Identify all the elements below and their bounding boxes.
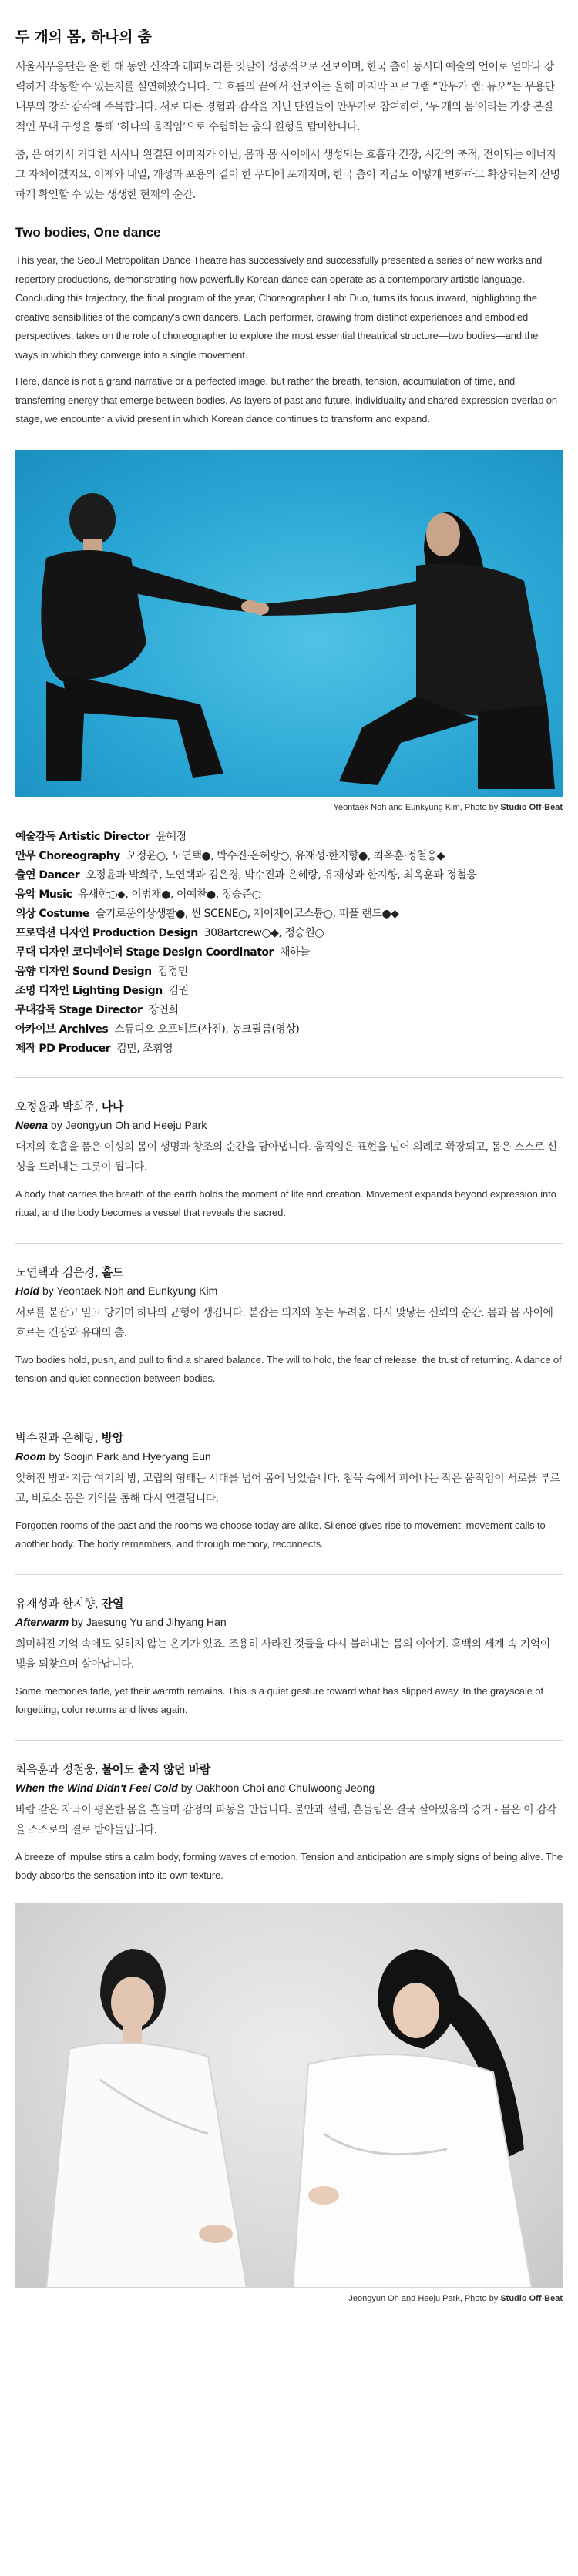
credit-value: 308artcrew○◆, 정승원○ — [203, 926, 324, 939]
work-title-ko: 홀드 — [101, 1264, 123, 1279]
work-en-description: Two bodies hold, push, and pull to find a shared balance. The will to hold, the fear of release, the trust of returning. A dance of tension and quiet connection between bodies. — [15, 1353, 562, 1384]
work-title-en: When the Wind Didn't Feel Cold — [15, 1781, 178, 1794]
intro-en-title: Two bodies, One dance — [15, 225, 161, 240]
credit-role: 출연 Dancer — [15, 868, 80, 882]
credit-row — [15, 943, 563, 962]
section-divider — [15, 1077, 563, 1078]
credit-role: 무대감독 Stage Director — [15, 1003, 143, 1016]
credit-role: 조명 디자인 Lighting Design — [15, 984, 163, 997]
photo1-caption-credit: Studio Off-Beat — [500, 802, 563, 812]
credit-row — [15, 1020, 563, 1039]
photo1-caption-text: Yeontaek Noh and Eunkyung Kim, Photo by — [333, 802, 501, 812]
work-artists-names: 유재성과 한지향, — [15, 1596, 102, 1610]
work-entry — [0, 1761, 578, 1886]
work-entry — [0, 1595, 578, 1720]
work-title-en: Neena — [15, 1118, 49, 1131]
credits-list — [0, 812, 578, 1059]
credit-role: 프로덕션 디자인 Production Design — [15, 926, 198, 939]
credit-value: 슬기로운의상생활●, 씬 SCENE○, 제이제이코스튬○, 퍼플 랜드●◆ — [95, 907, 399, 920]
credit-value: 장연희 — [148, 1003, 179, 1016]
credit-value: 김경민 — [157, 965, 188, 978]
work-en-description: A breeze of impulse stirs a calm body, forming waves of emotion. Tension and anticipation are simply signs of being alive. The body absorbs the sensation into its own texture. — [15, 1850, 563, 1881]
credit-value: 윤혜정 — [156, 830, 187, 843]
credit-row — [15, 982, 563, 1001]
credit-row — [15, 962, 563, 982]
work-title-ko: 잔열 — [101, 1596, 123, 1610]
work-title-ko: 방앙 — [101, 1430, 123, 1445]
work-artists-names: 박수진과 은혜랑, — [15, 1430, 102, 1445]
work-divider — [15, 1243, 563, 1244]
work-artists — [15, 1761, 563, 1777]
work-title-en: Hold — [15, 1284, 40, 1297]
work-artists-names: 오정윤과 박희주, — [15, 1099, 102, 1113]
photo2-caption — [0, 2288, 578, 2303]
credit-row — [15, 1001, 563, 1020]
credit-value: 오정윤○, 노연택●, 박수진·은혜랑○, 유재성·한지향●, 최옥훈·정철웅◆ — [126, 849, 445, 862]
work-ko-description: 서로를 붙잡고 밀고 당기며 하나의 균형이 생깁니다. 붙잡는 의지와 놓는 두려움, 다시 맞닿는 신뢰의 순간. 몸과 몸 사이에 흐르는 긴장과 유대의 춤. — [15, 1306, 553, 1339]
credit-value: 스튜디오 오프비트(사진), 농크필름(영상) — [114, 1023, 300, 1036]
work-ko-description: 바람 같은 자극이 평온한 몸을 흔들며 감정의 파동을 만듭니다. 불안과 설렘, 흔들림은 결국 살아있음의 증거 - 몸은 이 감각을 스스로의 결로 받아들입니다. — [15, 1803, 556, 1836]
credit-row — [15, 905, 563, 924]
work-title-en: Afterwarm — [15, 1615, 69, 1628]
credit-role: 예술감독 Artistic Director — [15, 830, 150, 843]
dancers-photo-grey — [15, 1903, 563, 2288]
work-title-ko: 나나 — [101, 1099, 123, 1113]
photo1-caption — [0, 797, 578, 812]
intro-title: 두 개의 몸, 하나의 춤 — [15, 29, 152, 45]
credit-role: 음악 Music — [15, 888, 72, 901]
intro-en-paragraph: Here, dance is not a grand narrative or a perfected image, but rather the breath, tension, accumulation of time, and transferring energy that emerge between bodies. As layers of past and future, individuality and shared expression overlap on stage, we encounter a vivid present in which Korean dance continues to transform and expand. — [15, 375, 558, 425]
work-by: by Jaesung Yu and Jihyang Han — [69, 1615, 227, 1628]
work-by: by Oakhoon Choi and Chulwoong Jeong — [177, 1781, 375, 1794]
credit-role: 의상 Costume — [15, 907, 89, 920]
work-en-description: A body that carries the breath of the earth holds the moment of life and creation. Movement expands beyond expression into ritual, and the body becomes a vessel that reveals the sacred. — [15, 1187, 556, 1218]
credit-role: 음향 디자인 Sound Design — [15, 965, 152, 978]
credit-row — [15, 847, 563, 866]
intro-en-paragraph: This year, the Seoul Metropolitan Dance Theatre has successively and successfully presented a series of new works and repertory productions, demonstrating how powerfully Korean dance can operate as a contemporary artistic language. Concluding this trajectory, the final program of the year, Choreographer Lab: Duo, turns its focus inward, highlighting the creative sensibilities of the company's own dancers. Each performer, drawing from distinct experiences and embodied perspectives, takes on the role of choreographer to explore the most essential theatrical structure—two bodies—and the ways in which they converge into a single movement. — [15, 254, 543, 361]
work-en-description: Forgotten rooms of the past and the rooms we choose today are alike. Silence gives rise to movement; movement calls to another body. The body remembers, and through memory, reconnects. — [15, 1519, 546, 1550]
credit-row — [15, 828, 563, 847]
work-by: by Soojin Park and Hyeryang Eun — [45, 1449, 211, 1463]
credit-value: 김민, 조휘영 — [116, 1042, 173, 1055]
credit-role: 제작 PD Producer — [15, 1042, 111, 1055]
dancers-illustration-2 — [15, 1903, 563, 2288]
work-entry — [0, 1264, 578, 1389]
work-by: by Yeontaek Noh and Eunkyung Kim — [39, 1284, 218, 1297]
work-ko-description: 희미해진 기억 속에도 잊히지 않는 온기가 있죠. 조용히 사라진 것들을 다시 불러내는 몸의 이야기. 흑백의 세계 속 기억이 빛을 되찾으며 살아납니다. — [15, 1637, 550, 1671]
work-title-ko: 불어도 출지 않던 바람 — [101, 1762, 211, 1776]
photo2-caption-credit: Studio Off-Beat — [500, 2293, 563, 2303]
work-title-en-line — [15, 1285, 563, 1297]
intro-ko-paragraph: 춤, 은 여기서 거대한 서사나 완결된 이미지가 아닌, 몸과 몸 사이에서 생성되는 호흡과 긴장, 시간의 축적, 전이되는 에너지 그 자체이겠지요. 어제와 내일, 개성과 포용의 결이 한 무대에 포개지며, 한국 춤이 지금도 어떻게 변화하고 확장되는지 선명하게 확인할 수 있는 생생한 현재의 순간. — [15, 149, 560, 201]
work-title-en-line — [15, 1616, 563, 1628]
work-artists — [15, 1595, 563, 1611]
credit-row — [15, 866, 563, 885]
credit-role: 안무 Choreography — [15, 849, 120, 862]
credit-row — [15, 924, 563, 943]
intro-section — [0, 25, 578, 429]
credit-row — [15, 885, 563, 905]
work-title-en-line — [15, 1782, 563, 1794]
credit-row — [15, 1039, 563, 1059]
work-artists-names: 노연택과 김은경, — [15, 1264, 102, 1279]
credit-role: 무대 디자인 코디네이터 Stage Design Coordinator — [15, 945, 274, 959]
work-artists — [15, 1264, 563, 1280]
work-ko-description: 대지의 호흡을 품은 여성의 몸이 생명과 창조의 순간을 담아냅니다. 움직임은 표현을 넘어 의례로 확장되고, 몸은 스스로 신성을 드러내는 그릇이 됩니다. — [15, 1140, 557, 1174]
work-title-en-line — [15, 1450, 563, 1463]
credit-role: 아카이브 Archives — [15, 1023, 109, 1036]
work-divider — [15, 1740, 563, 1741]
work-divider — [15, 1574, 563, 1575]
work-artists — [15, 1429, 563, 1446]
credit-value: 채하늘 — [279, 945, 311, 959]
work-en-description: Some memories fade, yet their warmth remains. This is a quiet gesture toward what has slipped away. In the grayscale of forgetting, color returns and lives again. — [15, 1684, 543, 1715]
work-title-en-line — [15, 1119, 563, 1131]
work-artists-names: 최옥훈과 정철웅, — [15, 1762, 102, 1776]
credit-value: 김권 — [168, 984, 189, 997]
work-artists — [15, 1098, 563, 1114]
work-entry — [0, 1429, 578, 1554]
dancers-photo-blue — [15, 450, 563, 797]
photo2-caption-text: Jeongyun Oh and Heeju Park, Photo by — [348, 2293, 501, 2303]
work-entry — [0, 1098, 578, 1223]
credit-value: 유새한○◆, 이범재●, 이예찬●, 정승준○ — [78, 888, 261, 901]
credit-value: 오정윤과 박희주, 노연택과 김은경, 박수진과 은혜랑, 유재성과 한지향, 최옥훈과 정철웅 — [86, 868, 477, 882]
work-by: by Jeongyun Oh and Heeju Park — [48, 1118, 207, 1131]
work-ko-description: 잊혀진 방과 지금 여기의 방, 고립의 형태는 시대를 넘어 몸에 남았습니다. 침묵 속에서 피어나는 작은 움직임이 서로를 부르고, 비로소 몸은 기억을 통해 다시 연결됩니다. — [15, 1472, 560, 1505]
intro-ko-paragraph: 서울시무용단은 올 한 해 동안 신작과 레퍼토리를 잇달아 성공적으로 선보이며, 한국 춤이 동시대 예술의 언어로 얼마나 강력하게 작동할 수 있는지를 실연해왔습니다. 그 흐름의 끝에서 선보이는 올해 마지막 프로그램 “안무가 랩: 듀오”는 무용단 내부의 창작 감각에 주목합니다. 서로 다른 경험과 감각을 지닌 단원들이 안무가로 참여하여, ‘두 개의 몸’이라는 가장 본질적인 무대 구성을 통해 ‘하나의 움직임’으로 수렴하는 춤의 원형을 탐미합니다. — [15, 61, 555, 133]
dancers-illustration — [15, 450, 563, 797]
work-title-en: Room — [15, 1449, 46, 1463]
